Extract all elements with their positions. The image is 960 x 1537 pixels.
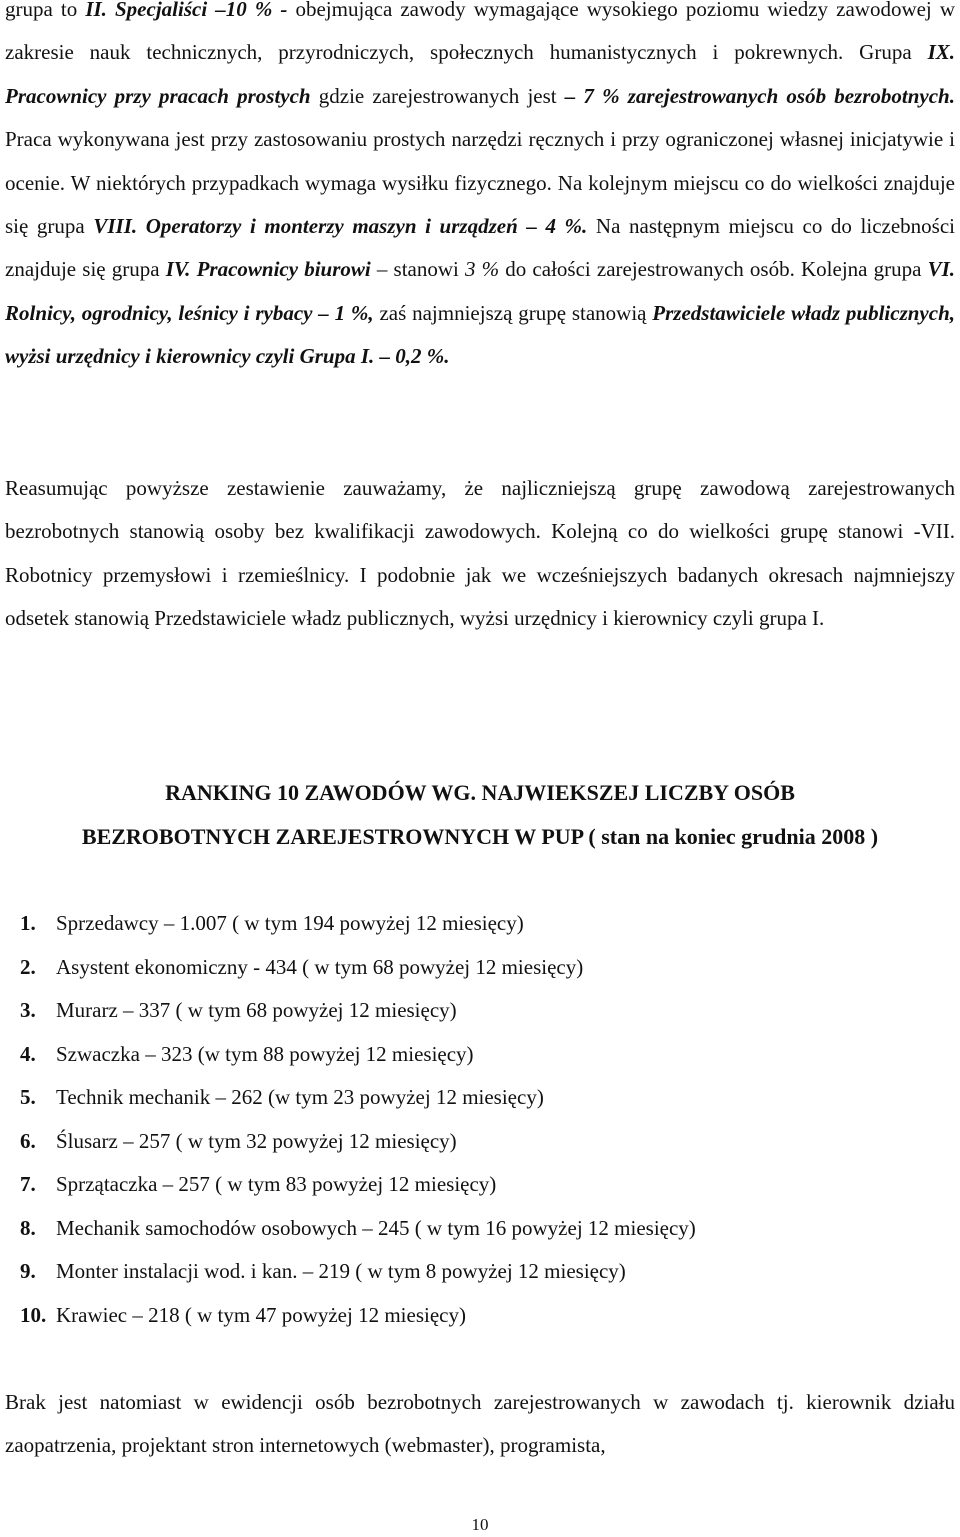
ranking-item-text: Krawiec – 218 ( w tym 47 powyżej 12 miesięcy) — [56, 1302, 466, 1327]
ranking-item-number: 2. — [20, 954, 36, 979]
ranking-item-text: Sprzątaczka – 257 ( w tym 83 powyżej 12 miesięcy) — [56, 1172, 497, 1196]
ranking-item — [20, 1120, 696, 1164]
ranking-item-number: 6. — [20, 1128, 36, 1153]
ranking-item — [20, 946, 696, 990]
ranking-item — [20, 989, 696, 1033]
ranking-item-text: Murarz – 337 ( w tym 68 powyżej 12 miesięcy) — [56, 998, 457, 1022]
ranking-item-text: Asystent ekonomiczny - 434 ( w tym 68 powyżej 12 miesięcy) — [56, 954, 584, 979]
paragraph-summary: Reasumując powyższe zestawienie zauważamy, że najliczniejszą grupę zawodową zarejestrowanych bezrobotnych stanowią osoby bez kwalifikacji zawodowych. Kolejną co do wielkości grupę stanowi -VII. Robotnicy przemysłowi i rzemieślnicy. I podobnie jak we wcześniejszych badanych okresach najmniejszy odsetek stanowią Przedstawiciele władz publicznych, wyżsi urzędnicy i kierownicy czyli grupa I. — [5, 476, 955, 631]
ranking-item-number: 10. — [20, 1302, 47, 1327]
ranking-title-line1: RANKING 10 ZAWODÓW WG. NAJWIEKSZEJ LICZBY OSÓB — [165, 780, 795, 805]
ranking-item — [20, 1250, 696, 1294]
text-span: gdzie zarejestrowanych jest — [310, 83, 565, 108]
ranking-list — [20, 902, 696, 1337]
group-iv-label: IV. Pracownicy biurowi — [165, 257, 371, 282]
group-ix-label: IX. Pracownicy przy pracach prostych — [5, 40, 955, 108]
text-span: Na następnym miejscu co do liczebności znajduje się grupa — [5, 214, 955, 282]
ranking-item-text: Ślusarz – 257 ( w tym 32 powyżej 12 miesięcy) — [56, 1128, 457, 1153]
ranking-item-number: 5. — [20, 1085, 36, 1109]
page-number: 10 — [471, 1515, 489, 1534]
ranking-item-text: Sprzedawcy – 1.007 ( w tym 194 powyżej 12 miesięcy) — [56, 911, 524, 935]
ranking-item — [20, 902, 696, 946]
group-iv-share: 3 % — [465, 257, 500, 282]
paragraph-missing-occupations: Brak jest natomiast w ewidencji osób bezrobotnych zarejestrowanych w zawodach tj. kierownik działu zaopatrzenia, projektant stron internetowych (webmaster), programista, — [5, 1390, 955, 1458]
ranking-item-number: 4. — [20, 1041, 36, 1066]
ranking-item — [20, 1033, 696, 1077]
text-span: Praca wykonywana jest przy zastosowaniu prostych narzędzi ręcznych i przy ograniczonej własnej inicjatywie i ocenie. W niektórych przypadkach wymaga wysiłku fizycznego. Na kolejnym miejscu co do wielkości znajduje się grupa — [5, 127, 955, 239]
ranking-item — [20, 1294, 696, 1338]
ranking-item-text: Technik mechanik – 262 (w tym 23 powyżej 12 miesięcy) — [56, 1085, 544, 1109]
paragraph-occupational-groups — [5, 0, 955, 379]
ranking-title-line2: BEZROBOTNYCH ZAREJESTROWNYCH W PUP ( stan na koniec grudnia 2008 ) — [81, 824, 879, 849]
text-span: obejmująca zawody wymagające wysokiego poziomu wiedzy zawodowej w zakresie nauk technicznych, przyrodniczych, społecznych humanistycznych i pokrewnych. Grupa — [5, 0, 956, 65]
group-ii-label: II. Specjaliści –10 % - — [85, 0, 288, 21]
ranking-item — [20, 1163, 696, 1207]
group-vi-label: VI. Rolnicy, ogrodnicy, leśnicy i rybacy – 1 %, — [5, 257, 956, 325]
ranking-item-number: 3. — [20, 998, 36, 1022]
ranking-item-text: Mechanik samochodów osobowych – 245 ( w tym 16 powyżej 12 miesięcy) — [56, 1215, 696, 1240]
ranking-item-text: Monter instalacji wod. i kan. – 219 ( w tym 8 powyżej 12 miesięcy) — [56, 1259, 626, 1283]
text-span: zaś najmniejszą grupę stanowią — [373, 300, 653, 325]
ranking-item-number: 7. — [20, 1172, 36, 1196]
ranking-item-number: 9. — [20, 1259, 36, 1283]
ranking-item-text: Szwaczka – 323 (w tym 88 powyżej 12 miesięcy) — [56, 1041, 474, 1066]
group-viii-label: VIII. Operatorzy i monterzy maszyn i urządzeń – 4 %. — [93, 214, 588, 239]
ranking-item — [20, 1207, 696, 1251]
group-i-label: Przedstawiciele władz publicznych, wyżsi urzędnicy i kierownicy czyli Grupa I. – 0,2 %. — [5, 300, 955, 369]
text-span: grupa to — [5, 0, 86, 21]
text-span: do całości zarejestrowanych osób. Kolejna grupa — [499, 257, 928, 282]
ranking-item — [20, 1076, 696, 1120]
ranking-item-number: 8. — [20, 1215, 36, 1240]
group-ix-share: – 7 % zarejestrowanych osób bezrobotnych. — [564, 83, 955, 108]
text-span: – stanowi — [370, 257, 465, 282]
ranking-item-number: 1. — [20, 911, 36, 935]
